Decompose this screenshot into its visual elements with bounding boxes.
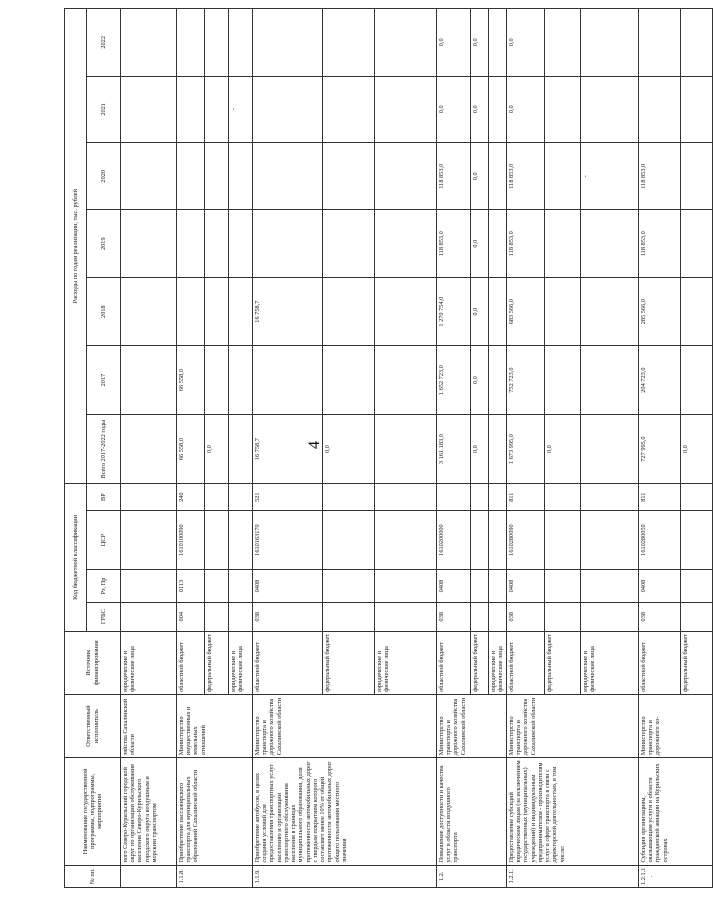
cell-2021 xyxy=(121,76,177,142)
cell-2022: 0,0 xyxy=(471,9,489,77)
cell-vr xyxy=(437,484,471,511)
header-year: 2017 xyxy=(87,346,121,414)
cell-grbs: 038 xyxy=(507,602,545,631)
cell-2019 xyxy=(121,210,177,277)
cell-grbs xyxy=(121,602,177,631)
cell-vr xyxy=(545,484,581,511)
cell-2018 xyxy=(205,277,229,345)
cell-name: Приобретение автобусов, в целях создания условий для предоставления транспортных услуг населению и организации транспортного обслуживания населения в границах муниципального образования, доля протяженности автомобильных дорог с твердым покрытием которого составляет менее 10% от общей протяженности автомобильных дорог общего пользования местного значения xyxy=(253,758,437,865)
cell-vr: 240 xyxy=(177,484,205,511)
table-row xyxy=(177,9,205,888)
page-number: 4 xyxy=(306,441,323,449)
cell-2020 xyxy=(121,143,177,210)
cell-num: 1.1.9. xyxy=(253,865,437,887)
cell-2017: 1 652 723,0 xyxy=(437,346,471,414)
cell-2019: 0,0 xyxy=(471,210,489,277)
cell-2020: 118 853,0 xyxy=(507,143,545,210)
cell-csr xyxy=(121,510,177,569)
cell-responsible: Министерство транспорта и дорожного хо- xyxy=(639,694,713,757)
cell-2021 xyxy=(639,76,681,142)
cell-2021: 0,0 xyxy=(471,76,489,142)
cell-grbs xyxy=(681,602,713,631)
cell-source: юридические и физические лица xyxy=(229,631,253,694)
header-year: 2019 xyxy=(87,210,121,277)
cell-csr: 1610200000 xyxy=(437,510,471,569)
cell-2019: 118 853,0 xyxy=(437,210,471,277)
budget-table xyxy=(64,8,713,888)
cell-2021 xyxy=(205,76,229,142)
cell-2018 xyxy=(229,277,253,345)
cell-csr: 1610163170 xyxy=(253,510,323,569)
cell-responsible: Министерство имущественных и земельных отношений xyxy=(177,694,253,757)
cell-rzpr xyxy=(229,570,253,603)
cell-responsible: Министерство транспорта и дорожного хозяйства Сахалинской области xyxy=(507,694,639,757)
cell-responsible: Министерство транспорта и дорожного хозяйства Сахалинской области xyxy=(437,694,507,757)
cell-2022 xyxy=(581,9,639,77)
cell-2017 xyxy=(205,346,229,414)
cell-source: областной бюджет xyxy=(177,631,205,694)
cell-grbs: 038 xyxy=(437,602,471,631)
cell-2022: 0,0 xyxy=(437,9,471,77)
cell-source: областной бюджет xyxy=(437,631,471,694)
cell-2021 xyxy=(375,76,437,142)
cell-total: 727 995,0 xyxy=(639,414,681,483)
cell-rzpr xyxy=(545,570,581,603)
cell-2020 xyxy=(489,143,507,210)
cell-source: юридические и физические лица xyxy=(121,631,177,694)
cell-grbs: 004 xyxy=(177,602,205,631)
cell-csr xyxy=(229,510,253,569)
cell-vr xyxy=(323,484,375,511)
header-vr: ВР xyxy=(87,484,121,511)
header-source: Источник финансирования xyxy=(65,631,121,694)
cell-2017: 0,0 xyxy=(471,346,489,414)
cell-2019 xyxy=(581,210,639,277)
cell-grbs xyxy=(545,602,581,631)
cell-2022 xyxy=(121,9,177,77)
cell-grbs xyxy=(205,602,229,631)
cell-total xyxy=(121,414,177,483)
cell-2019 xyxy=(681,210,713,277)
cell-2021 xyxy=(177,76,205,142)
cell-2021: 0,0 xyxy=(507,76,545,142)
cell-csr xyxy=(489,510,507,569)
header-num: № пп. xyxy=(65,865,121,887)
cell-grbs xyxy=(489,602,507,631)
cell-2018 xyxy=(177,277,205,345)
cell-rzpr: 0408 xyxy=(639,570,681,603)
cell-total: 66 558,0 xyxy=(177,414,205,483)
cell-grbs xyxy=(229,602,253,631)
cell-2018 xyxy=(121,277,177,345)
cell-2017: 204 723,0 xyxy=(639,346,681,414)
cell-2019 xyxy=(545,210,581,277)
cell-source: федеральный бюджет xyxy=(323,631,375,694)
header-year: 2021 xyxy=(87,76,121,142)
cell-grbs: 038 xyxy=(253,602,323,631)
table-row xyxy=(507,9,545,888)
cell-2022 xyxy=(545,9,581,77)
cell-source: областной бюджет xyxy=(507,631,545,694)
cell-2021: - xyxy=(229,76,253,142)
table-row xyxy=(121,9,177,888)
cell-2017 xyxy=(229,346,253,414)
cell-2018: 16 758,7 xyxy=(253,277,323,345)
cell-source: юридические и физические лица xyxy=(581,631,639,694)
cell-2017 xyxy=(323,346,375,414)
cell-num xyxy=(121,865,177,887)
cell-vr: 811 xyxy=(639,484,681,511)
cell-rzpr xyxy=(205,570,229,603)
cell-2018: 683 566,0 xyxy=(507,277,545,345)
cell-total: 0,0 xyxy=(681,414,713,483)
cell-grbs xyxy=(471,602,489,631)
cell-2022 xyxy=(375,9,437,77)
cell-source: областной бюджет xyxy=(639,631,681,694)
header-budget-code-group: Код бюджетной классификации xyxy=(65,484,87,631)
cell-2022 xyxy=(323,9,375,77)
cell-2017: 66 558,0 xyxy=(177,346,205,414)
cell-csr xyxy=(205,510,229,569)
header-year: 2022 xyxy=(87,9,121,77)
cell-name: ного Северо-Курильский городской округ по организации обслуживания населения Северо-Курильского городского округа воздушным и морским транспортом xyxy=(121,758,177,865)
cell-rzpr xyxy=(489,570,507,603)
cell-2017 xyxy=(489,346,507,414)
cell-2021 xyxy=(489,76,507,142)
table-header xyxy=(65,9,121,888)
header-csr: ЦСР xyxy=(87,510,121,569)
cell-rzpr xyxy=(681,570,713,603)
cell-2020 xyxy=(545,143,581,210)
cell-2020 xyxy=(375,143,437,210)
cell-source: юридические и физические лица xyxy=(489,631,507,694)
header-name: Наименование государственной программы, подпрограммы, мероприятия xyxy=(65,758,121,865)
header-year: 2018 xyxy=(87,277,121,345)
cell-2019 xyxy=(177,210,205,277)
cell-2017 xyxy=(681,346,713,414)
cell-2022 xyxy=(681,9,713,77)
cell-total xyxy=(581,414,639,483)
cell-rzpr: 0408 xyxy=(437,570,471,603)
cell-total xyxy=(489,414,507,483)
cell-2018 xyxy=(375,277,437,345)
cell-rzpr xyxy=(323,570,375,603)
cell-2019 xyxy=(253,210,323,277)
cell-2021 xyxy=(323,76,375,142)
cell-vr xyxy=(471,484,489,511)
cell-vr xyxy=(229,484,253,511)
cell-source: федеральный бюджет xyxy=(205,631,229,694)
cell-rzpr: 0408 xyxy=(253,570,323,603)
cell-total xyxy=(229,414,253,483)
cell-2022 xyxy=(639,9,681,77)
cell-total: 3 161 183,0 xyxy=(437,414,471,483)
cell-source: федеральный бюджет xyxy=(545,631,581,694)
cell-2021 xyxy=(681,76,713,142)
cell-total: 0,0 xyxy=(323,414,375,483)
cell-2018 xyxy=(545,277,581,345)
cell-csr xyxy=(375,510,437,569)
cell-2018: 1 270 754,0 xyxy=(437,277,471,345)
cell-grbs xyxy=(323,602,375,631)
cell-2019 xyxy=(205,210,229,277)
cell-2022 xyxy=(205,9,229,77)
cell-2019 xyxy=(375,210,437,277)
cell-rzpr xyxy=(471,570,489,603)
cell-vr xyxy=(121,484,177,511)
cell-vr xyxy=(489,484,507,511)
cell-csr: 1610100090 xyxy=(177,510,205,569)
cell-source: областной бюджет xyxy=(253,631,323,694)
cell-2017: 752 723,0 xyxy=(507,346,545,414)
cell-responsible: зяйства Сахалинской области xyxy=(121,694,177,757)
cell-2018: 0,0 xyxy=(471,277,489,345)
cell-2021 xyxy=(545,76,581,142)
cell-2020: 0,0 xyxy=(471,143,489,210)
cell-rzpr: 0408 xyxy=(507,570,545,603)
cell-2020: 118 853,0 xyxy=(437,143,471,210)
cell-grbs: 038 xyxy=(639,602,681,631)
cell-2019: 118 853,0 xyxy=(639,210,681,277)
cell-source: юридические и физические лица xyxy=(375,631,437,694)
cell-2017 xyxy=(253,346,323,414)
cell-total: 0,0 xyxy=(545,414,581,483)
table-row xyxy=(639,9,681,888)
cell-2017 xyxy=(545,346,581,414)
header-responsible: Ответственный исполнитель xyxy=(65,694,121,757)
cell-2020 xyxy=(681,143,713,210)
cell-source: федеральный бюджет xyxy=(471,631,489,694)
rotated-sheet xyxy=(64,8,689,888)
table-body xyxy=(121,9,713,888)
cell-2018 xyxy=(323,277,375,345)
cell-name: Субсидия организациям, оказывающим услуги в области гражданской авиации на Курильских островах xyxy=(639,758,713,865)
header-expenses-group: Расходы по годам реализации, тыс. рублей xyxy=(65,9,87,484)
cell-2019: 118 853,0 xyxy=(507,210,545,277)
cell-source: федеральный бюджет xyxy=(681,631,713,694)
cell-vr: 811 xyxy=(507,484,545,511)
cell-csr: 1610280050 xyxy=(639,510,681,569)
cell-csr xyxy=(545,510,581,569)
cell-2018 xyxy=(489,277,507,345)
cell-grbs xyxy=(581,602,639,631)
cell-vr xyxy=(375,484,437,511)
cell-grbs xyxy=(375,602,437,631)
cell-2017 xyxy=(121,346,177,414)
cell-name: Приобретение пассажирского транспорта для муниципальных образований Сахалинской области xyxy=(177,758,253,865)
cell-2020 xyxy=(177,143,205,210)
cell-2017 xyxy=(581,346,639,414)
cell-num: 1.2.1. xyxy=(507,865,639,887)
cell-total: 16 758,7 xyxy=(253,414,323,483)
table-row xyxy=(253,9,323,888)
cell-2022 xyxy=(177,9,205,77)
cell-2018 xyxy=(581,277,639,345)
cell-name: Предоставление субсидий юридическим лицам (за исключением государственных (муниципальных) учреждений) и индивидуальным предпринимателям - производителям услуг в сфере транспорта в связи с директорской деятельностью, в том числе: xyxy=(507,758,639,865)
cell-2020 xyxy=(253,143,323,210)
header-year: 2020 xyxy=(87,143,121,210)
header-total: Всего 2017-2022 годы xyxy=(87,414,121,483)
cell-2020: 118 853,0 xyxy=(639,143,681,210)
cell-csr: 1610280090 xyxy=(507,510,545,569)
cell-total xyxy=(375,414,437,483)
cell-2017 xyxy=(375,346,437,414)
cell-responsible: Министерство транспорта и дорожного хозяйства Сахалинской области xyxy=(253,694,437,757)
table-row xyxy=(437,9,471,888)
cell-rzpr: 0113 xyxy=(177,570,205,603)
cell-2022 xyxy=(253,9,323,77)
cell-2020 xyxy=(323,143,375,210)
header-grbs: ГРБС xyxy=(87,602,121,631)
cell-csr xyxy=(681,510,713,569)
cell-2019 xyxy=(323,210,375,277)
cell-2021: 0,0 xyxy=(437,76,471,142)
cell-2021 xyxy=(581,76,639,142)
cell-total: 1 673 995,0 xyxy=(507,414,545,483)
cell-2018 xyxy=(681,277,713,345)
cell-num: 1.1.8. xyxy=(177,865,253,887)
cell-csr xyxy=(323,510,375,569)
cell-2020 xyxy=(205,143,229,210)
cell-rzpr xyxy=(375,570,437,603)
cell-2019 xyxy=(229,210,253,277)
cell-vr xyxy=(681,484,713,511)
cell-vr xyxy=(581,484,639,511)
cell-name: Повышение доступности и качества услуг в области воздушного транспорта xyxy=(437,758,507,865)
cell-2020: - xyxy=(581,143,639,210)
header-rzpr: Рз, Пр xyxy=(87,570,121,603)
cell-vr: 521 xyxy=(253,484,323,511)
cell-total: 0,0 xyxy=(205,414,229,483)
cell-rzpr xyxy=(121,570,177,603)
cell-2022: 0,0 xyxy=(507,9,545,77)
cell-csr xyxy=(471,510,489,569)
cell-csr xyxy=(581,510,639,569)
cell-vr xyxy=(205,484,229,511)
cell-total: 0,0 xyxy=(471,414,489,483)
cell-2018: 285 566,0 xyxy=(639,277,681,345)
cell-rzpr xyxy=(581,570,639,603)
cell-2021 xyxy=(253,76,323,142)
cell-num: 1.2. xyxy=(437,865,507,887)
cell-num: 1.2.1.1. xyxy=(639,865,713,887)
cell-2019 xyxy=(489,210,507,277)
cell-2020 xyxy=(229,143,253,210)
cell-2022 xyxy=(489,9,507,77)
budget-table-container xyxy=(64,8,689,888)
cell-2022 xyxy=(229,9,253,77)
